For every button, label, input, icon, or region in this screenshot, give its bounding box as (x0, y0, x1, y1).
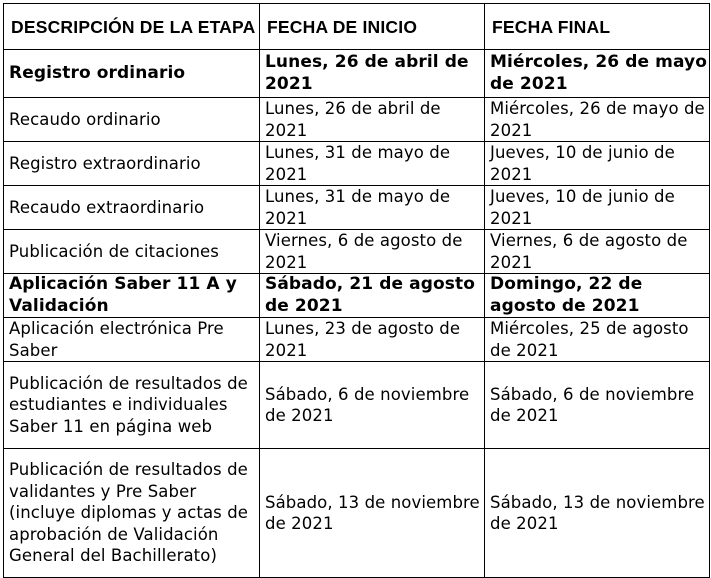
table-row (4, 186, 710, 230)
column-header-end-date: FECHA FINAL (485, 4, 710, 50)
stage-description: Publicación de resultados de estudiantes e individuales Saber 11 en página web (4, 362, 260, 449)
start-date: Lunes, 31 de mayo de 2021 (260, 186, 485, 230)
end-date: Miércoles, 26 de mayo de 2021 (485, 50, 710, 98)
table-row (4, 449, 710, 578)
end-date: Viernes, 6 de agosto de 2021 (485, 230, 710, 274)
stage-description: Publicación de resultados de validantes y Pre Saber (incluye diplomas y actas de aprobación de Validación General del Bachillerato) (4, 449, 260, 578)
table-header-row (4, 4, 710, 50)
start-date: Sábado, 21 de agosto de 2021 (260, 274, 485, 318)
stage-description: Aplicación Saber 11 A y Validación (4, 274, 260, 318)
start-date: Lunes, 23 de agosto de 2021 (260, 318, 485, 362)
table-row (4, 362, 710, 449)
end-date: Miércoles, 25 de agosto de 2021 (485, 318, 710, 362)
table-row (4, 98, 710, 142)
start-date: Lunes, 26 de abril de 2021 (260, 50, 485, 98)
table-row (4, 50, 710, 98)
stage-description: Publicación de citaciones (4, 230, 260, 274)
stage-description: Aplicación electrónica Pre Saber (4, 318, 260, 362)
table-row (4, 142, 710, 186)
end-date: Sábado, 6 de noviembre de 2021 (485, 362, 710, 449)
column-header-start-date: FECHA DE INICIO (260, 4, 485, 50)
stage-description: Recaudo extraordinario (4, 186, 260, 230)
start-date: Sábado, 13 de noviembre de 2021 (260, 449, 485, 578)
end-date: Domingo, 22 de agosto de 2021 (485, 274, 710, 318)
end-date: Miércoles, 26 de mayo de 2021 (485, 98, 710, 142)
end-date: Jueves, 10 de junio de 2021 (485, 142, 710, 186)
stage-description: Registro ordinario (4, 50, 260, 98)
stage-description: Registro extraordinario (4, 142, 260, 186)
start-date: Viernes, 6 de agosto de 2021 (260, 230, 485, 274)
schedule-table (3, 3, 710, 578)
table-row (4, 318, 710, 362)
end-date: Sábado, 13 de noviembre de 2021 (485, 449, 710, 578)
table-row (4, 274, 710, 318)
table-row (4, 230, 710, 274)
stage-description: Recaudo ordinario (4, 98, 260, 142)
end-date: Jueves, 10 de junio de 2021 (485, 186, 710, 230)
start-date: Lunes, 26 de abril de 2021 (260, 98, 485, 142)
start-date: Lunes, 31 de mayo de 2021 (260, 142, 485, 186)
column-header-description: DESCRIPCIÓN DE LA ETAPA (4, 4, 260, 50)
start-date: Sábado, 6 de noviembre de 2021 (260, 362, 485, 449)
